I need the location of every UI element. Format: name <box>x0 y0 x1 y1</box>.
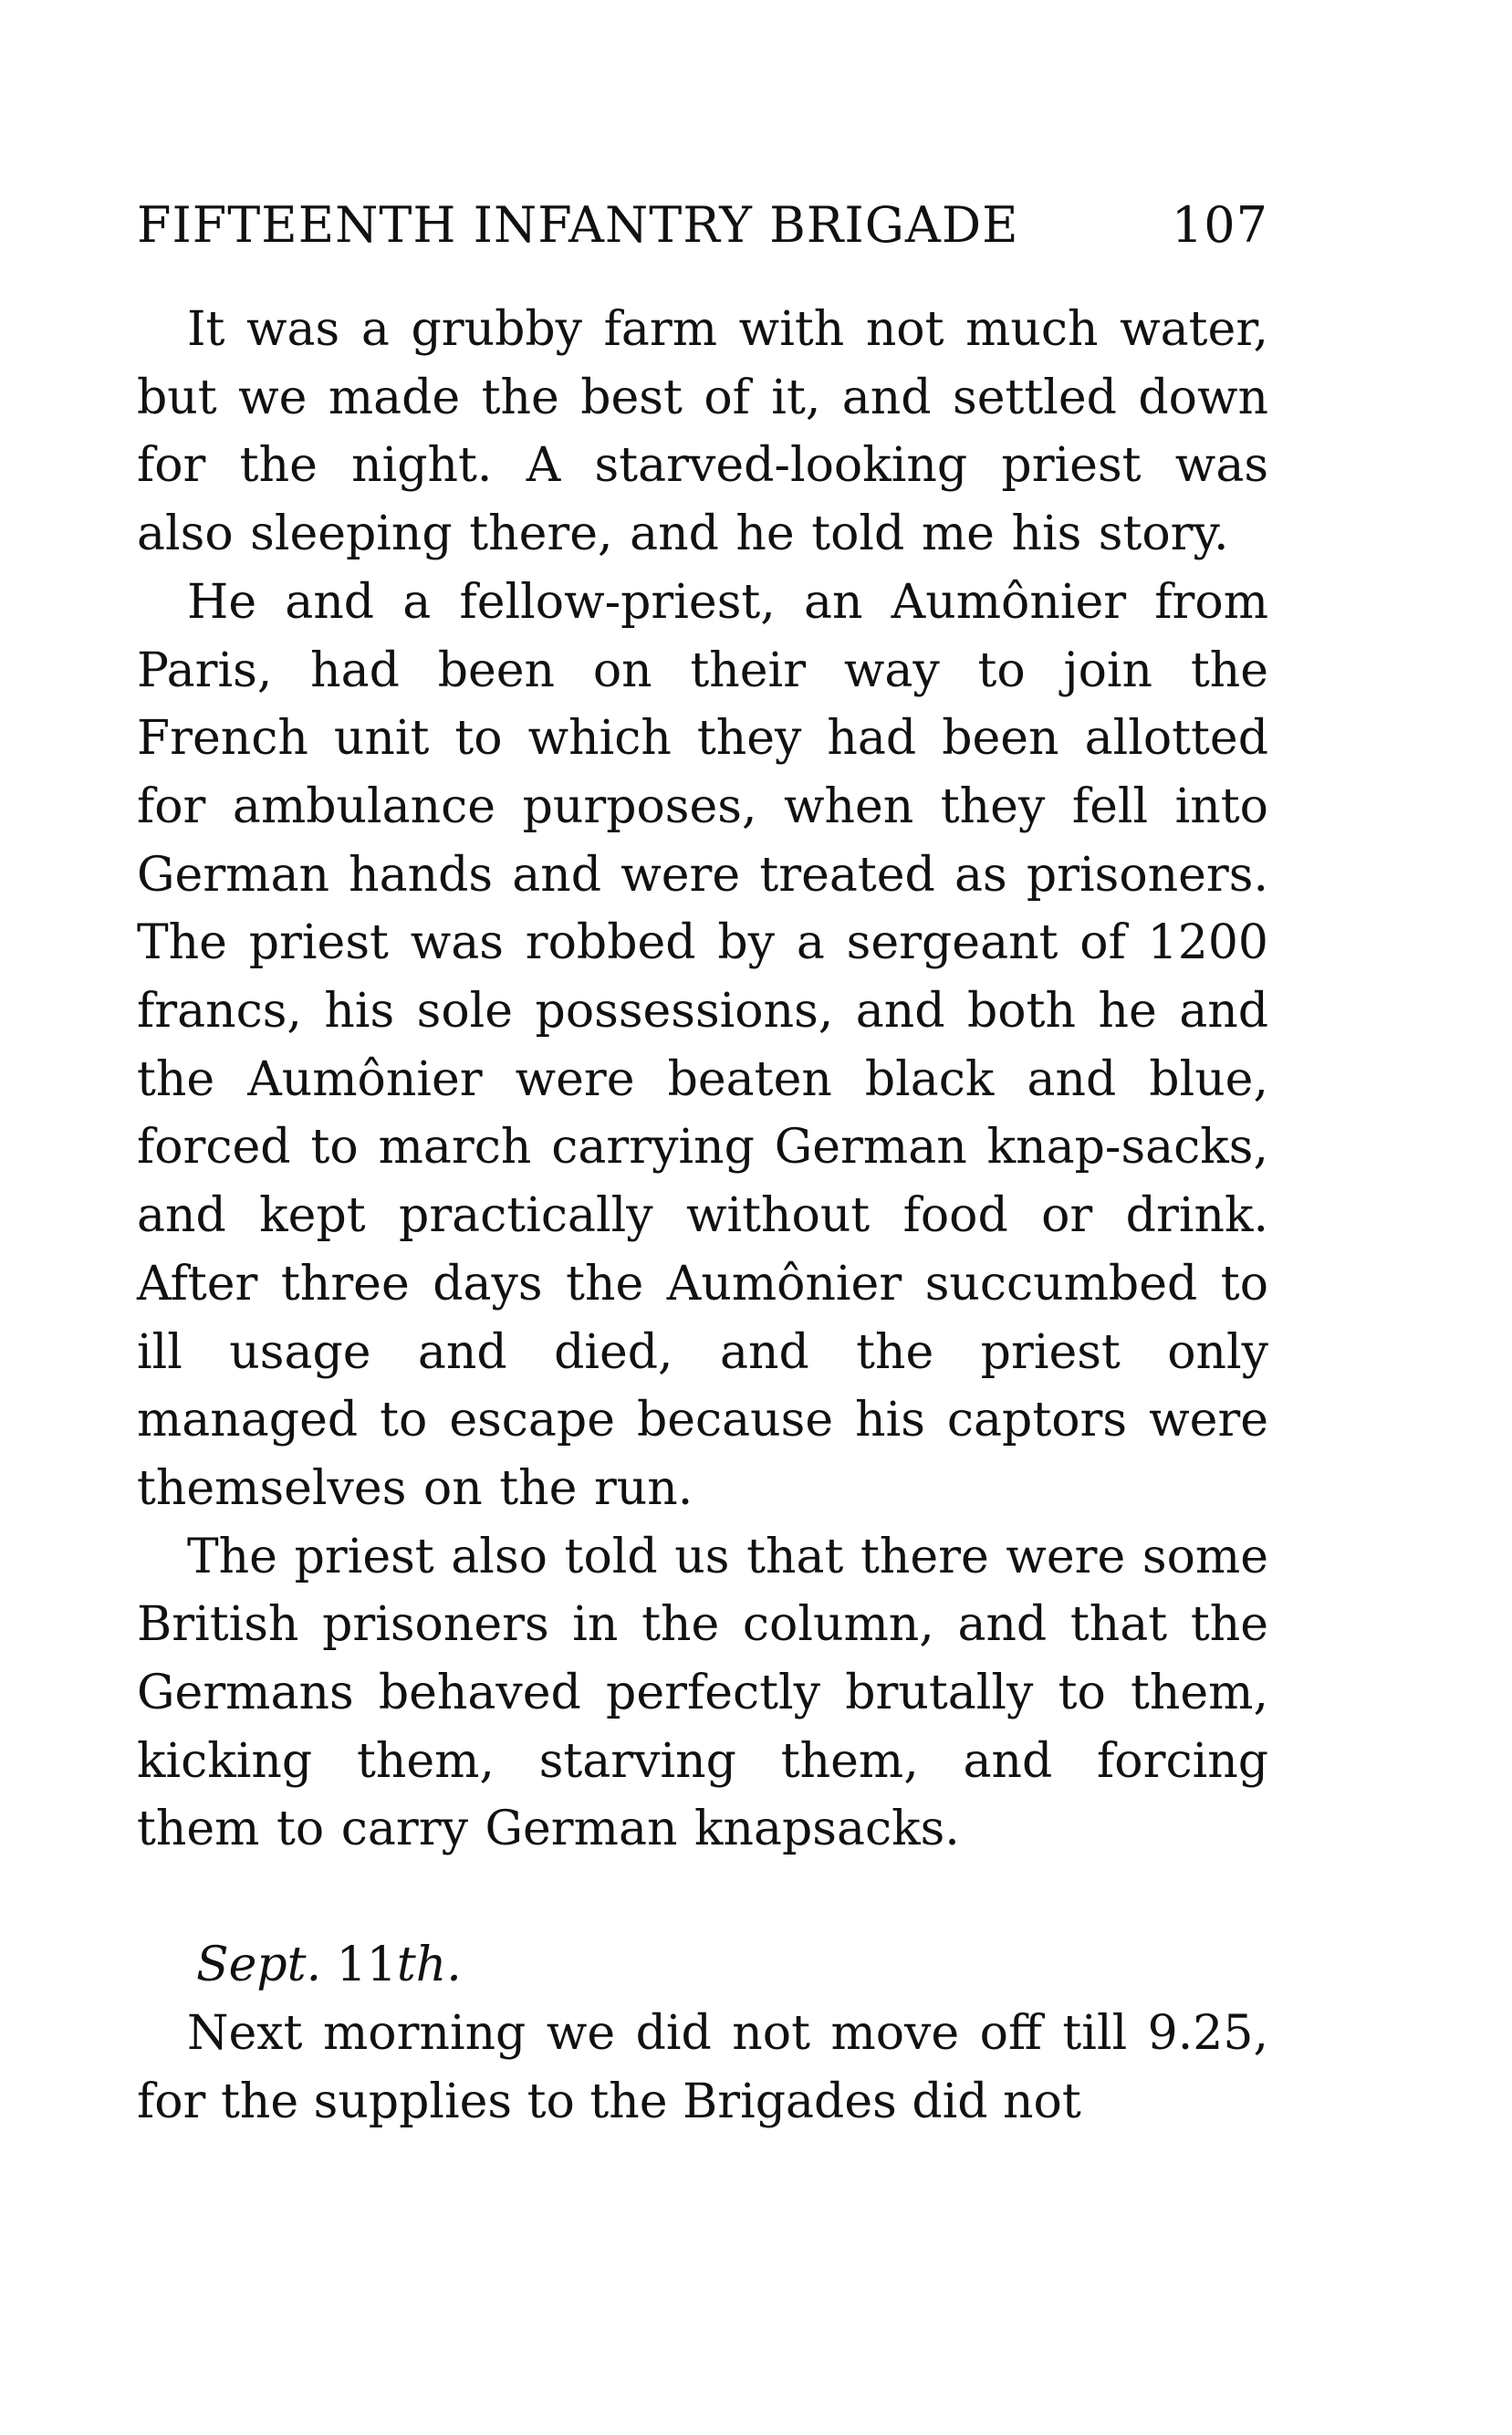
dateline-month: Sept. <box>196 1938 322 1993</box>
page-number: 107 <box>1171 196 1268 254</box>
dateline <box>137 1931 1268 2000</box>
book-page <box>137 196 1268 2136</box>
paragraph-british-prisoners: The priest also told us that there were some British prisoners in the column, and that the Germans behaved perfectly brutally to them, kicking them, starving them, and forcing them to carry German knapsacks. <box>137 1529 1268 1857</box>
running-head <box>137 196 1268 254</box>
dateline-day-suffix: th. <box>396 1938 462 1993</box>
dateline-day-number: 11 <box>336 1938 397 1993</box>
body-text <box>137 296 1268 1864</box>
paragraph-priest-story: He and a fellow-priest, an Aumônier from Paris, had been on their way to join the French unit to which they had been allotted for ambulance purposes, when they fell into German hands and were treated as prisoners. The priest was robbed by a sergeant of 1200 francs, his sole possessions, and both he and the Aumônier were beaten black and blue, forced to march carrying German knap-sacks, and kept practically without food or drink. After three days the Aumônier succumbed to ill usage and died, and the priest only managed to escape because his captors were themselves on the run. <box>137 574 1268 1516</box>
chapter-title: FIFTEENTH INFANTRY BRIGADE <box>137 196 1019 254</box>
paragraph-farm: It was a grubby farm with not much water, but we made the best of it, and settled down for the night. A starved-looking priest was also sleeping there, and he told me his story. <box>137 302 1268 562</box>
paragraph-next-morning: Next morning we did not move off till 9.25, for the supplies to the Brigades did not <box>137 2005 1268 2129</box>
